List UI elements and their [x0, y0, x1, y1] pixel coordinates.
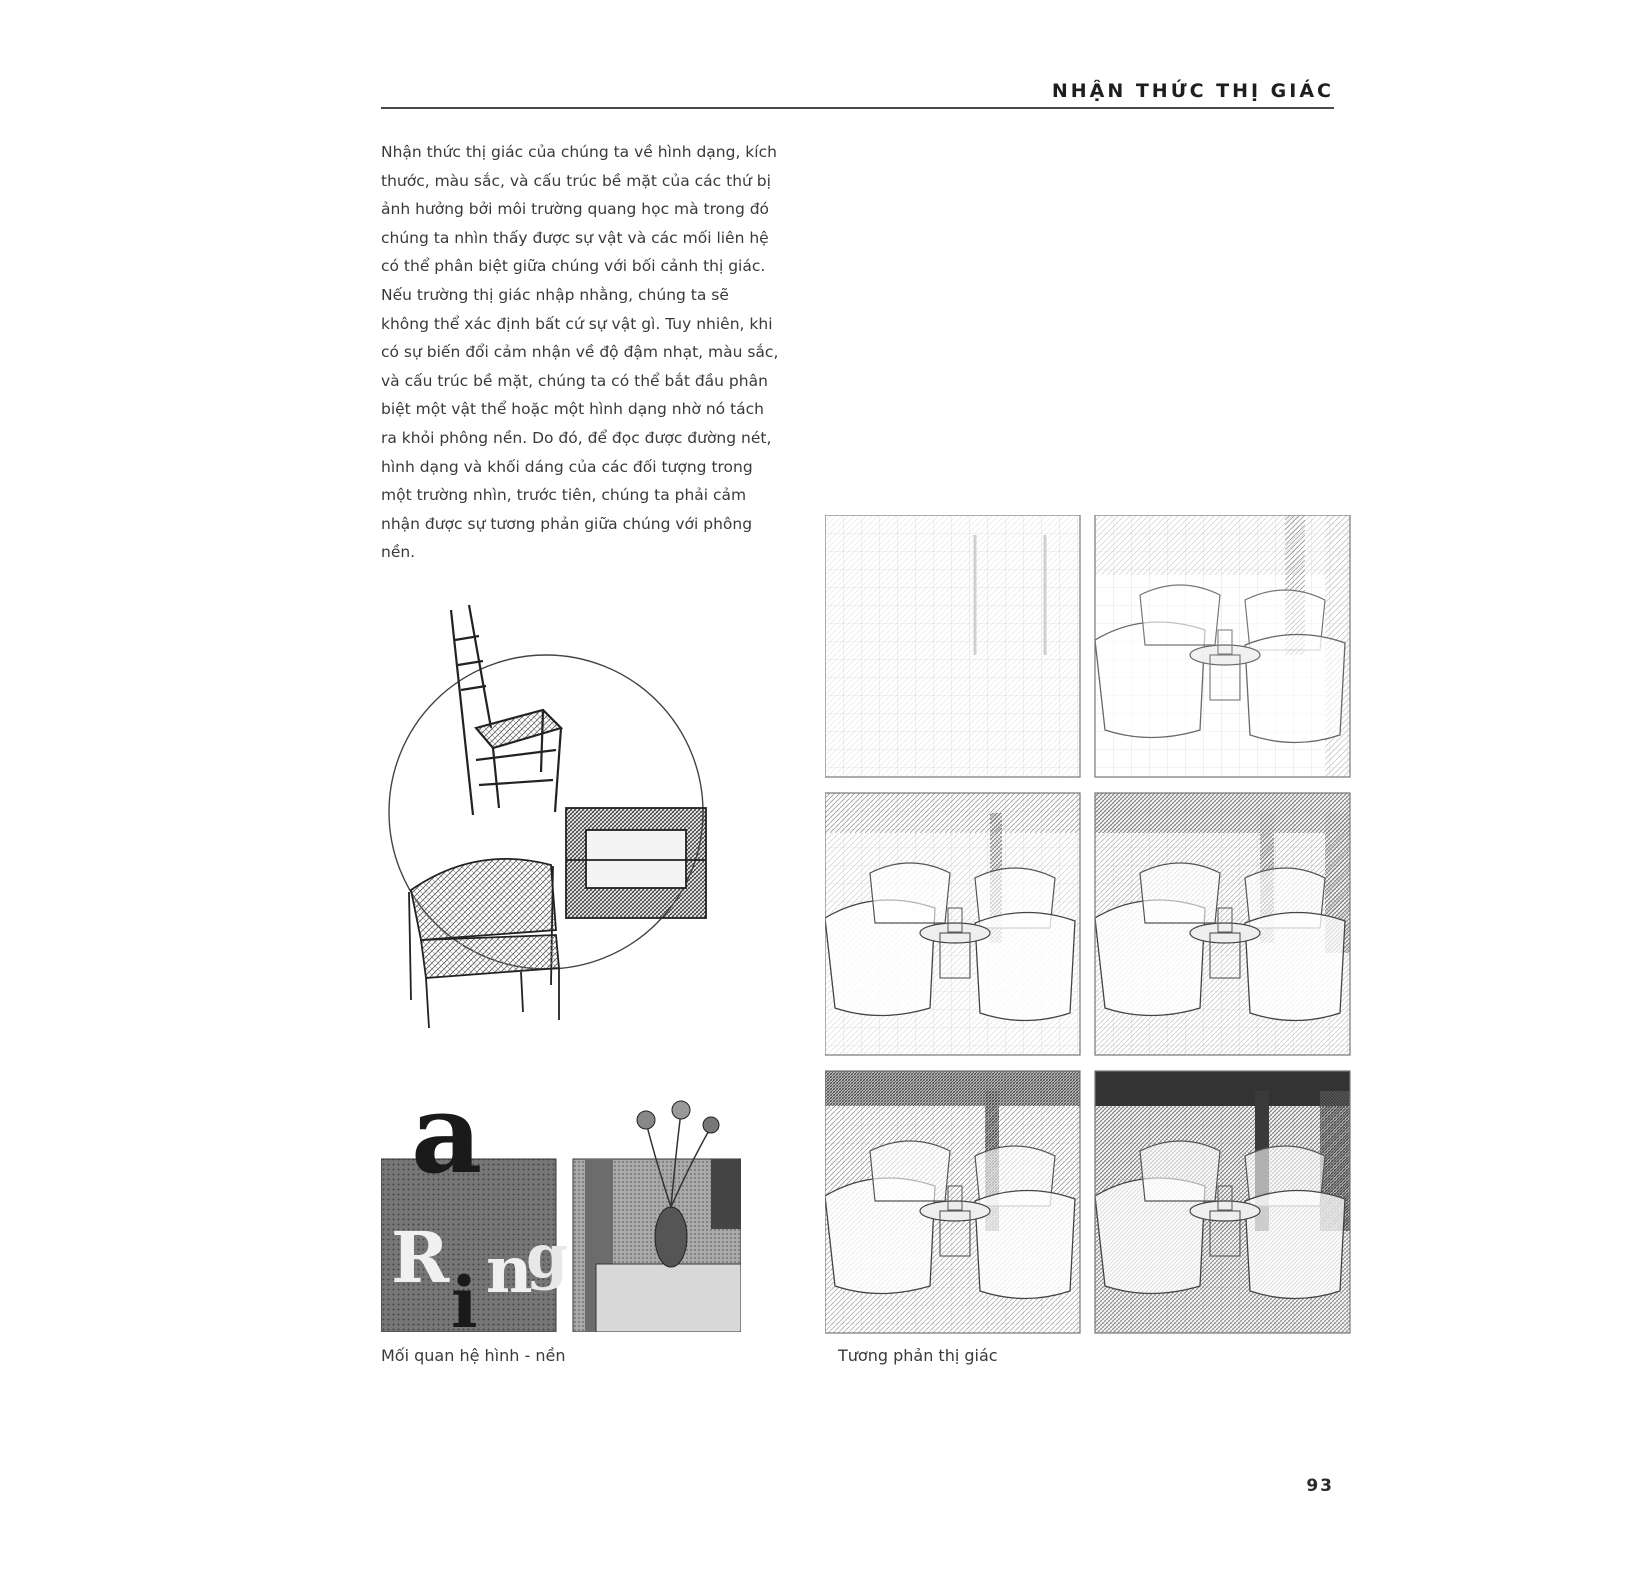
letter-r: R [391, 1216, 450, 1299]
running-header-title: NHẬN THỨC THỊ GIÁC [1051, 80, 1334, 102]
contrast-panel-6 [1095, 1071, 1350, 1333]
visual-contrast-grid [825, 515, 1385, 1335]
letter-i: i [451, 1261, 478, 1332]
caption-figure-ground: Mối quan hệ hình - nền [381, 1346, 566, 1365]
letter-g: g [526, 1222, 568, 1292]
letter-a: a [411, 1092, 483, 1198]
chairs-circle-illustration [381, 600, 741, 1040]
contrast-panel-5 [825, 1071, 1080, 1333]
letter-n: n [486, 1233, 533, 1308]
contrast-panel-2 [1095, 515, 1350, 777]
caption-visual-contrast: Tương phản thị giác [838, 1346, 998, 1365]
body-paragraph: Nhận thức thị giác của chúng ta về hình dạng, kích thước, màu sắc, và cấu trúc bề mặt của các thứ bị ảnh hưởng bởi môi trường quang học mà trong đó chúng ta nhìn thấy được sự vật và các mối liên hệ có thể phân biệt giữa chúng với bối cảnh thị giác. Nếu trường thị giác nhập nhằng, chúng ta sẽ không thể xác định bất cứ sự vật gì. Tuy nhiên, khi có sự biến đổi cảm nhận về độ đậm nhạt, màu sắc, và cấu trúc bề mặt, chúng ta có thể bắt đầu phân biệt một vật thể hoặc một hình dạng nhờ nó tách ra khỏi phông nền. Do đó, để đọc được đường nét, hình dạng và khối dáng của các đối tượng trong một trường nhìn, trước tiên, chúng ta phải cảm nhận được sự tương phản giữa chúng với phông nền. [381, 143, 779, 562]
ladder-chair [451, 605, 561, 815]
block-armchair [566, 808, 706, 918]
letters-figure-ground-illustration [381, 1092, 741, 1332]
header-rule [381, 107, 1334, 109]
contrast-panel-1 [825, 515, 1080, 777]
wicker-armchair [409, 859, 559, 1028]
contrast-panel-3 [825, 793, 1080, 1055]
contrast-panel-4 [1095, 793, 1350, 1055]
page-number: 93 [1306, 1476, 1334, 1496]
